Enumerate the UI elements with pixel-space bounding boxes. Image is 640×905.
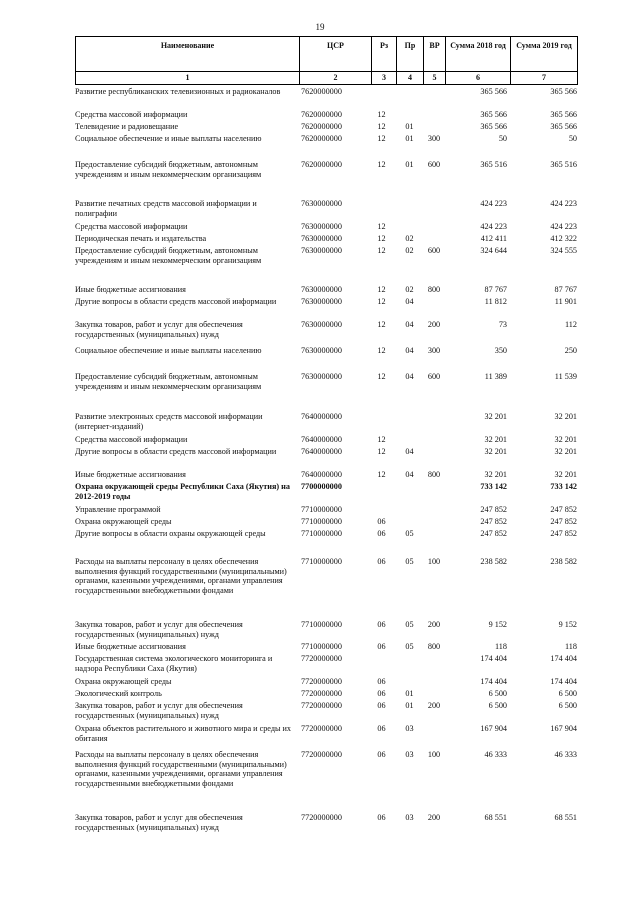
row-sum-2019: 11 539 xyxy=(554,372,577,381)
col-number-1: 1 xyxy=(76,72,300,85)
row-sum-2019: 324 555 xyxy=(550,246,577,255)
row-name: Закупка товаров, работ и услуг для обеспечения государственных (муниципальных) нужд xyxy=(75,701,243,720)
row-name: Периодическая печать и издательства xyxy=(75,234,207,243)
row-vr xyxy=(423,110,445,120)
row-vr xyxy=(423,517,445,527)
row-name: Предоставление субсидий бюджетным, автономным учреждениям и иным некоммерческим организациям xyxy=(75,372,262,391)
row-csr: 7630000000 xyxy=(301,346,342,355)
row-csr: 7630000000 xyxy=(301,234,342,243)
header-pr: Пр xyxy=(397,36,424,72)
row-vr xyxy=(423,297,445,307)
row-name: Средства массовой информации xyxy=(75,435,188,444)
row-sum-2018: 365 516 xyxy=(480,160,507,169)
row-vr xyxy=(423,677,445,687)
row-vr: 600 xyxy=(427,372,441,381)
table-row xyxy=(75,677,587,687)
row-sum-2019: 247 852 xyxy=(550,529,577,538)
row-sum-2018: 365 566 xyxy=(480,110,507,119)
header-number-row xyxy=(75,72,587,85)
row-vr: 100 xyxy=(427,557,441,566)
row-name: Социальное обеспечение и иные выплаты населению xyxy=(75,346,262,355)
row-name: Предоставление субсидий бюджетным, автономным учреждениям и иным некоммерческим организациям xyxy=(75,160,262,179)
row-pr xyxy=(396,677,423,687)
row-csr: 7630000000 xyxy=(301,246,342,255)
table-row xyxy=(75,160,587,179)
row-sum-2018: 32 201 xyxy=(484,412,507,421)
row-name: Телевидение и радиовещание xyxy=(75,122,179,131)
row-sum-2019: 247 852 xyxy=(550,505,577,514)
row-vr xyxy=(423,412,445,431)
row-vr: 300 xyxy=(427,346,441,355)
page-number: 19 xyxy=(315,22,325,32)
row-sum-2019: 32 201 xyxy=(554,435,577,444)
row-pr xyxy=(396,505,423,515)
table-row xyxy=(75,134,587,144)
row-sum-2018: 68 551 xyxy=(484,813,507,822)
table-row xyxy=(75,412,587,431)
row-sum-2019: 9 152 xyxy=(558,620,577,629)
row-sum-2018: 46 333 xyxy=(484,750,507,759)
row-rz: 06 xyxy=(377,642,386,651)
row-name: Другие вопросы в области средств массовой информации xyxy=(75,447,277,456)
row-sum-2018: 733 142 xyxy=(480,482,507,491)
row-name: Социальное обеспечение и иные выплаты населению xyxy=(75,134,262,143)
row-name: Расходы на выплаты персоналу в целях обеспечения выполнения функций государственными (муниципальными) органами, казенными учреждениями, органами управления государственными внебюджетными фондами xyxy=(75,750,287,788)
row-pr xyxy=(396,222,423,232)
row-pr: 05 xyxy=(405,557,414,566)
row-pr: 04 xyxy=(405,297,414,306)
row-vr xyxy=(423,222,445,232)
row-vr: 100 xyxy=(427,750,441,759)
row-csr: 7620000000 xyxy=(301,122,342,131)
row-name: Иные бюджетные ассигнования xyxy=(75,285,186,294)
row-name: Закупка товаров, работ и услуг для обеспечения государственных (муниципальных) нужд xyxy=(75,320,243,339)
table-row xyxy=(75,222,587,232)
row-pr: 04 xyxy=(405,447,414,456)
row-sum-2018: 32 201 xyxy=(484,435,507,444)
row-csr: 7720000000 xyxy=(301,701,342,710)
row-pr: 01 xyxy=(405,689,414,698)
table-row xyxy=(75,689,587,699)
row-sum-2019: 32 201 xyxy=(554,447,577,456)
row-csr: 7720000000 xyxy=(301,654,342,663)
row-sum-2019: 424 223 xyxy=(550,222,577,231)
row-csr: 7630000000 xyxy=(301,297,342,306)
row-pr: 01 xyxy=(405,122,414,131)
row-rz: 06 xyxy=(377,701,386,710)
row-csr: 7710000000 xyxy=(301,557,342,566)
row-sum-2018: 6 500 xyxy=(488,701,507,710)
row-rz: 12 xyxy=(377,297,386,306)
row-rz: 12 xyxy=(377,346,386,355)
table-row xyxy=(75,517,587,527)
row-vr xyxy=(423,447,445,457)
row-sum-2019: 412 322 xyxy=(550,234,577,243)
row-sum-2018: 324 644 xyxy=(480,246,507,255)
row-csr: 7630000000 xyxy=(301,222,342,231)
row-csr: 7720000000 xyxy=(301,750,342,759)
row-sum-2019: 32 201 xyxy=(554,470,577,479)
row-pr: 02 xyxy=(405,246,414,255)
table-row xyxy=(75,234,587,244)
row-sum-2019: 112 xyxy=(565,320,577,329)
table-row xyxy=(75,435,587,445)
row-rz: 12 xyxy=(377,110,386,119)
row-name: Экологический контроль xyxy=(75,689,162,698)
row-pr: 04 xyxy=(405,320,414,329)
row-name: Развитие республиканских телевизионных и радиоканалов xyxy=(75,87,281,96)
row-sum-2019: 6 500 xyxy=(558,689,577,698)
row-sum-2019: 68 551 xyxy=(554,813,577,822)
row-pr: 03 xyxy=(405,750,414,759)
row-name: Государственная система экологического мониторинга и надзора Республики Саха (Якутия) xyxy=(75,654,273,673)
row-sum-2019: 46 333 xyxy=(554,750,577,759)
row-pr: 04 xyxy=(405,372,414,381)
row-csr: 7710000000 xyxy=(301,517,342,526)
row-name: Закупка товаров, работ и услуг для обеспечения государственных (муниципальных) нужд xyxy=(75,813,243,832)
row-rz: 06 xyxy=(377,517,386,526)
row-vr xyxy=(423,724,445,743)
row-sum-2019: 365 566 xyxy=(550,122,577,131)
row-rz: 12 xyxy=(377,447,386,456)
table-row xyxy=(75,320,587,339)
row-name: Иные бюджетные ассигнования xyxy=(75,470,186,479)
row-csr: 7710000000 xyxy=(301,620,342,629)
row-name: Иные бюджетные ассигнования xyxy=(75,642,186,651)
col-number-2: 2 xyxy=(300,72,372,85)
row-pr xyxy=(396,654,423,673)
row-pr: 01 xyxy=(405,134,414,143)
row-pr: 02 xyxy=(405,234,414,243)
header-name: Наименование xyxy=(76,36,300,72)
table-row xyxy=(75,372,587,391)
row-sum-2019: 174 404 xyxy=(550,654,577,663)
row-csr: 7720000000 xyxy=(301,724,342,733)
row-sum-2018: 174 404 xyxy=(480,677,507,686)
row-vr: 600 xyxy=(427,160,441,169)
row-name: Средства массовой информации xyxy=(75,222,188,231)
row-name: Охрана окружающей среды xyxy=(75,677,172,686)
table-row xyxy=(75,654,587,673)
row-csr: 7640000000 xyxy=(301,447,342,456)
table-row xyxy=(75,285,587,295)
row-csr: 7620000000 xyxy=(301,160,342,169)
table-row xyxy=(75,297,587,307)
row-sum-2019: 174 404 xyxy=(550,677,577,686)
row-rz: 12 xyxy=(377,222,386,231)
row-pr: 05 xyxy=(405,642,414,651)
table-row xyxy=(75,482,587,501)
header-vr: ВР xyxy=(424,36,446,72)
table-row xyxy=(75,505,587,515)
row-rz xyxy=(371,87,396,97)
row-pr xyxy=(396,199,423,218)
row-pr xyxy=(396,87,423,97)
header-sum-2018: Сумма 2018 год xyxy=(446,36,511,72)
header-row xyxy=(75,36,587,72)
row-pr: 01 xyxy=(405,160,414,169)
row-sum-2019: 167 904 xyxy=(550,724,577,733)
row-csr: 7710000000 xyxy=(301,505,342,514)
row-rz: 12 xyxy=(377,285,386,294)
row-csr: 7720000000 xyxy=(301,689,342,698)
row-pr xyxy=(396,110,423,120)
row-pr xyxy=(396,517,423,527)
row-sum-2018: 11 812 xyxy=(484,297,507,306)
row-name: Охрана объектов растительного и животного мира и среды их обитания xyxy=(75,724,292,743)
table-row xyxy=(75,470,587,480)
row-vr: 300 xyxy=(427,134,441,143)
table-row xyxy=(75,246,587,265)
row-rz xyxy=(371,482,396,501)
row-sum-2018: 424 223 xyxy=(480,199,507,208)
row-sum-2018: 6 500 xyxy=(488,689,507,698)
row-sum-2018: 73 xyxy=(498,320,507,329)
row-vr xyxy=(423,654,445,673)
row-name: Предоставление субсидий бюджетным, автономным учреждениям и иным некоммерческим организациям xyxy=(75,246,262,265)
row-pr: 04 xyxy=(405,470,414,479)
row-sum-2019: 250 xyxy=(564,346,577,355)
row-sum-2018: 412 411 xyxy=(480,234,507,243)
row-rz: 12 xyxy=(377,122,386,131)
table-row xyxy=(75,813,587,832)
row-name: Закупка товаров, работ и услуг для обеспечения государственных (муниципальных) нужд xyxy=(75,620,243,639)
row-csr: 7620000000 xyxy=(301,110,342,119)
row-name: Управление программой xyxy=(75,505,161,514)
row-rz: 12 xyxy=(377,246,386,255)
row-sum-2018: 50 xyxy=(498,134,507,143)
row-rz: 06 xyxy=(377,689,386,698)
row-sum-2018: 238 582 xyxy=(480,557,507,566)
row-pr: 04 xyxy=(405,346,414,355)
col-number-7: 7 xyxy=(511,72,578,85)
row-sum-2019: 6 500 xyxy=(558,701,577,710)
row-sum-2019: 50 xyxy=(568,134,577,143)
row-csr: 7710000000 xyxy=(301,529,342,538)
row-vr: 800 xyxy=(427,285,441,294)
row-sum-2018: 32 201 xyxy=(484,470,507,479)
col-number-6: 6 xyxy=(446,72,511,85)
row-sum-2018: 87 767 xyxy=(484,285,507,294)
row-vr: 200 xyxy=(427,701,441,710)
table-row xyxy=(75,701,587,720)
row-sum-2018: 32 201 xyxy=(484,447,507,456)
row-pr xyxy=(396,412,423,431)
row-vr xyxy=(423,505,445,515)
row-sum-2018: 247 852 xyxy=(480,505,507,514)
row-csr: 7630000000 xyxy=(301,372,342,381)
table-row xyxy=(75,110,587,120)
table-header xyxy=(75,36,587,85)
row-pr: 05 xyxy=(405,529,414,538)
row-sum-2019: 365 566 xyxy=(550,110,577,119)
row-rz xyxy=(371,505,396,515)
row-vr xyxy=(423,122,445,132)
row-rz: 06 xyxy=(377,750,386,759)
table-row xyxy=(75,346,587,356)
row-vr: 200 xyxy=(427,813,441,822)
row-csr: 7630000000 xyxy=(301,199,342,208)
row-vr: 200 xyxy=(427,320,441,329)
col-number-3: 3 xyxy=(372,72,397,85)
row-sum-2018: 365 566 xyxy=(480,87,507,96)
row-name: Развитие электронных средств массовой информации (интернет-изданий) xyxy=(75,412,263,431)
row-sum-2019: 424 223 xyxy=(550,199,577,208)
row-vr: 600 xyxy=(427,246,441,255)
table-row xyxy=(75,724,587,743)
row-rz xyxy=(371,654,396,673)
table-row xyxy=(75,122,587,132)
row-vr xyxy=(423,234,445,244)
table-row xyxy=(75,557,587,595)
table-row xyxy=(75,199,587,218)
row-pr: 03 xyxy=(405,724,414,733)
row-vr: 800 xyxy=(427,470,441,479)
row-rz: 06 xyxy=(377,813,386,822)
col-number-4: 4 xyxy=(397,72,424,85)
row-sum-2019: 32 201 xyxy=(554,412,577,421)
row-sum-2018: 174 404 xyxy=(480,654,507,663)
row-rz: 06 xyxy=(377,620,386,629)
row-sum-2019: 365 566 xyxy=(550,87,577,96)
row-rz: 12 xyxy=(377,320,386,329)
row-vr xyxy=(423,529,445,539)
row-vr: 200 xyxy=(427,620,441,629)
row-sum-2019: 11 901 xyxy=(554,297,577,306)
table-row xyxy=(75,447,587,457)
row-rz xyxy=(371,199,396,218)
row-rz: 12 xyxy=(377,470,386,479)
row-pr: 01 xyxy=(405,701,414,710)
row-name: Другие вопросы в области средств массовой информации xyxy=(75,297,277,306)
col-number-5: 5 xyxy=(424,72,446,85)
header-sum-2019: Сумма 2019 год xyxy=(511,36,578,72)
table-row xyxy=(75,750,587,788)
row-sum-2018: 167 904 xyxy=(480,724,507,733)
row-sum-2019: 733 142 xyxy=(550,482,577,491)
row-csr: 7630000000 xyxy=(301,320,342,329)
row-rz: 06 xyxy=(377,724,386,733)
header-csr: ЦСР xyxy=(300,36,372,72)
table-row xyxy=(75,642,587,652)
row-name: Другие вопросы в области охраны окружающей среды xyxy=(75,529,266,538)
row-sum-2018: 365 566 xyxy=(480,122,507,131)
row-sum-2018: 424 223 xyxy=(480,222,507,231)
row-vr xyxy=(423,482,445,501)
row-pr xyxy=(396,435,423,445)
row-name: Охрана окружающей среды xyxy=(75,517,172,526)
row-name: Охрана окружающей среды Республики Саха (Якутия) на 2012-2019 годы xyxy=(75,482,290,501)
row-sum-2018: 247 852 xyxy=(480,529,507,538)
row-sum-2018: 11 389 xyxy=(484,372,507,381)
row-rz: 12 xyxy=(377,234,386,243)
table-row xyxy=(75,529,587,539)
row-pr: 02 xyxy=(405,285,414,294)
header-rz: Рз xyxy=(372,36,397,72)
row-sum-2019: 87 767 xyxy=(554,285,577,294)
row-name: Расходы на выплаты персоналу в целях обеспечения выполнения функций государственными (муниципальными) органами, казенными учреждениями, органами управления государственными внебюджетными фондами xyxy=(75,557,287,595)
row-sum-2019: 238 582 xyxy=(550,557,577,566)
row-csr: 7620000000 xyxy=(301,87,342,96)
row-vr xyxy=(423,435,445,445)
row-csr: 7640000000 xyxy=(301,470,342,479)
row-sum-2018: 118 xyxy=(495,642,507,651)
row-pr: 03 xyxy=(405,813,414,822)
row-rz: 12 xyxy=(377,160,386,169)
row-rz xyxy=(371,412,396,431)
row-rz: 06 xyxy=(377,677,386,686)
row-name: Средства массовой информации xyxy=(75,110,188,119)
row-csr: 7700000000 xyxy=(301,482,342,491)
table-row xyxy=(75,87,587,97)
table-row xyxy=(75,620,587,639)
row-pr: 05 xyxy=(405,620,414,629)
row-rz: 06 xyxy=(377,557,386,566)
row-csr: 7640000000 xyxy=(301,435,342,444)
row-csr: 7640000000 xyxy=(301,412,342,421)
row-sum-2019: 118 xyxy=(565,642,577,651)
row-rz: 12 xyxy=(377,435,386,444)
row-sum-2019: 247 852 xyxy=(550,517,577,526)
row-csr: 7720000000 xyxy=(301,677,342,686)
row-rz: 12 xyxy=(377,134,386,143)
row-pr xyxy=(396,482,423,501)
row-vr: 800 xyxy=(427,642,441,651)
row-sum-2018: 350 xyxy=(494,346,507,355)
row-csr: 7710000000 xyxy=(301,642,342,651)
row-name: Развитие печатных средств массовой информации и полиграфии xyxy=(75,199,257,218)
row-vr xyxy=(423,87,445,97)
row-rz: 12 xyxy=(377,372,386,381)
row-csr: 7630000000 xyxy=(301,285,342,294)
row-vr xyxy=(423,199,445,218)
row-csr: 7720000000 xyxy=(301,813,342,822)
row-csr: 7620000000 xyxy=(301,134,342,143)
row-vr xyxy=(423,689,445,699)
row-rz: 06 xyxy=(377,529,386,538)
row-sum-2018: 247 852 xyxy=(480,517,507,526)
row-sum-2019: 365 516 xyxy=(550,160,577,169)
row-sum-2018: 9 152 xyxy=(488,620,507,629)
